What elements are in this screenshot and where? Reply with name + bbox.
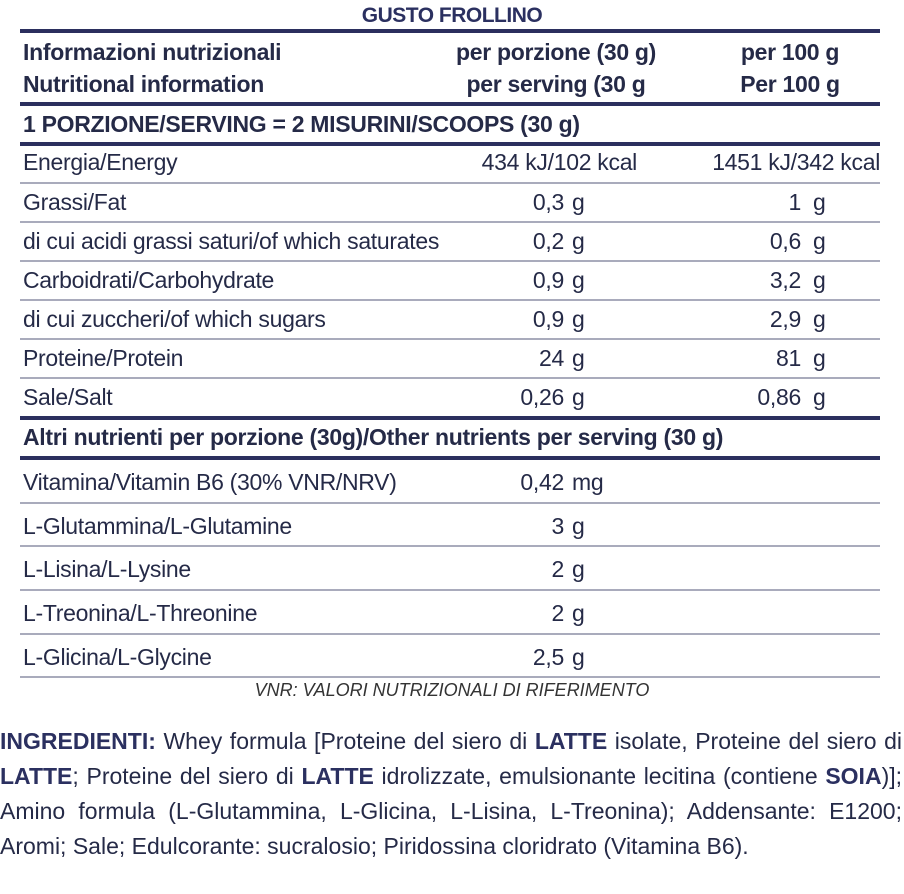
nutrient-unit-100: g bbox=[813, 345, 826, 371]
nutrient-unit-100: g bbox=[813, 189, 826, 215]
other-nutrients-header: Altri nutrienti per porzione (30g)/Other nutrients per serving (30 g) bbox=[23, 424, 724, 450]
nutrient-unit-100: g bbox=[813, 267, 826, 293]
divider bbox=[20, 142, 880, 146]
header-col3-it: per 100 g bbox=[740, 39, 840, 65]
divider bbox=[20, 377, 880, 379]
ingredient-bold-segment: LATTE bbox=[0, 763, 73, 789]
nutrient-per-100: 0,6 bbox=[769, 228, 801, 254]
other-nutrient-label: L-Treonina/L-Threonine bbox=[23, 600, 258, 627]
nutrient-unit-serving: g bbox=[572, 345, 585, 371]
header-col1-en: Nutritional information bbox=[23, 71, 264, 97]
other-nutrient-label: L-Glutammina/L-Glutamine bbox=[23, 512, 292, 539]
ingredient-segment: isolate, Proteine del siero di bbox=[607, 728, 903, 754]
flavor-title: GUSTO FROLLINO bbox=[361, 4, 543, 27]
nutrient-label: Grassi/Fat bbox=[23, 189, 127, 215]
divider bbox=[20, 633, 880, 635]
nutrient-per-100: 0,86 bbox=[757, 384, 801, 410]
nutrient-unit-100: g bbox=[813, 228, 826, 254]
other-nutrient-label: Vitamina/Vitamin B6 (30% VNR/NRV) bbox=[23, 469, 397, 495]
nutrient-unit-serving: g bbox=[572, 306, 585, 332]
divider bbox=[20, 416, 880, 420]
serving-note: 1 PORZIONE/SERVING = 2 MISURINI/SCOOPS (30 g) bbox=[23, 111, 580, 137]
nutrient-unit-100: g bbox=[813, 306, 826, 332]
nutrient-label: Proteine/Protein bbox=[23, 345, 184, 371]
other-nutrient-value: 0,42 bbox=[520, 469, 564, 495]
divider bbox=[20, 676, 880, 678]
ingredient-bold-segment: SOIA bbox=[825, 763, 882, 789]
nutrient-label: di cui zuccheri/of which sugars bbox=[23, 306, 326, 332]
nutrient-label: di cui acidi grassi saturi/of which saturates bbox=[23, 228, 440, 254]
energy-label: Energia/Energy bbox=[23, 149, 178, 175]
divider bbox=[20, 299, 880, 301]
ingredient-bold-segment: LATTE bbox=[534, 728, 608, 754]
divider bbox=[20, 502, 880, 504]
divider bbox=[20, 221, 880, 223]
nutrient-per-serving: 0,9 bbox=[532, 267, 564, 293]
nutrient-unit-serving: g bbox=[572, 228, 585, 254]
other-nutrient-unit: g bbox=[572, 512, 585, 539]
header-col2-it: per porzione (30 g) bbox=[455, 39, 657, 65]
ingredient-segment: ; Proteine del siero di bbox=[72, 763, 302, 789]
header-col1-it: Informazioni nutrizionali bbox=[23, 39, 282, 65]
divider bbox=[20, 545, 880, 547]
ingredient-segment: )]; Amino formula (L-Glutammina, L-Glicina, L-Lisina, L-Treonina); Addensante: E1200; Aromi; Sale; Edulcorante: sucralosio; Piridossina cloridrato (Vitamina B6). bbox=[0, 763, 903, 859]
other-nutrient-value: 3 bbox=[551, 512, 564, 539]
energy-per-serving: 434 kJ/102 kcal bbox=[481, 149, 637, 175]
nutrient-per-100: 3,2 bbox=[769, 267, 801, 293]
nutrient-unit-serving: g bbox=[572, 189, 585, 215]
divider bbox=[20, 456, 880, 460]
vnr-note: VNR: VALORI NUTRIZIONALI DI RIFERIMENTO bbox=[254, 680, 650, 700]
other-nutrient-unit: g bbox=[572, 643, 585, 670]
nutrient-per-serving: 0,3 bbox=[532, 189, 564, 215]
nutrient-per-serving: 24 bbox=[539, 345, 564, 371]
nutrient-per-100: 1 bbox=[788, 189, 801, 215]
nutrient-label: Carboidrati/Carbohydrate bbox=[23, 267, 275, 293]
other-nutrient-value: 2 bbox=[551, 600, 564, 627]
other-nutrient-label: L-Glicina/L-Glycine bbox=[23, 643, 212, 670]
other-nutrient-value: 2,5 bbox=[532, 643, 564, 670]
nutrient-per-serving: 0,9 bbox=[532, 306, 564, 332]
energy-per-100: 1451 kJ/342 kcal bbox=[712, 149, 880, 175]
ingredient-segment: Whey formula [Proteine del siero di bbox=[155, 728, 535, 754]
nutrient-per-100: 81 bbox=[776, 345, 801, 371]
nutrient-unit-serving: g bbox=[572, 384, 585, 410]
other-nutrient-unit: g bbox=[572, 556, 585, 583]
header-col3-en: Per 100 g bbox=[740, 71, 840, 97]
ingredient-bold-segment: INGREDIENTI: bbox=[0, 728, 156, 754]
ingredient-bold-segment: LATTE bbox=[301, 763, 374, 789]
ingredients-text bbox=[0, 724, 902, 864]
nutrient-unit-100: g bbox=[813, 384, 826, 410]
nutrient-per-serving: 0,26 bbox=[520, 384, 564, 410]
nutrient-unit-serving: g bbox=[572, 267, 585, 293]
other-nutrient-unit: mg bbox=[572, 469, 604, 495]
ingredient-segment: idrolizzate, emulsionante lecitina (contiene bbox=[373, 763, 826, 789]
divider bbox=[20, 29, 880, 33]
header-col2-en: per serving (30 g bbox=[466, 71, 646, 97]
nutrient-per-serving: 0,2 bbox=[532, 228, 564, 254]
divider bbox=[20, 260, 880, 262]
divider bbox=[20, 338, 880, 340]
nutrient-label: Sale/Salt bbox=[23, 384, 113, 410]
other-nutrient-label: L-Lisina/L-Lysine bbox=[23, 556, 191, 583]
divider bbox=[20, 102, 880, 106]
other-nutrient-unit: g bbox=[572, 600, 585, 627]
nutrient-per-100: 2,9 bbox=[769, 306, 801, 332]
divider bbox=[20, 182, 880, 184]
other-nutrient-value: 2 bbox=[551, 556, 564, 583]
divider bbox=[20, 589, 880, 591]
